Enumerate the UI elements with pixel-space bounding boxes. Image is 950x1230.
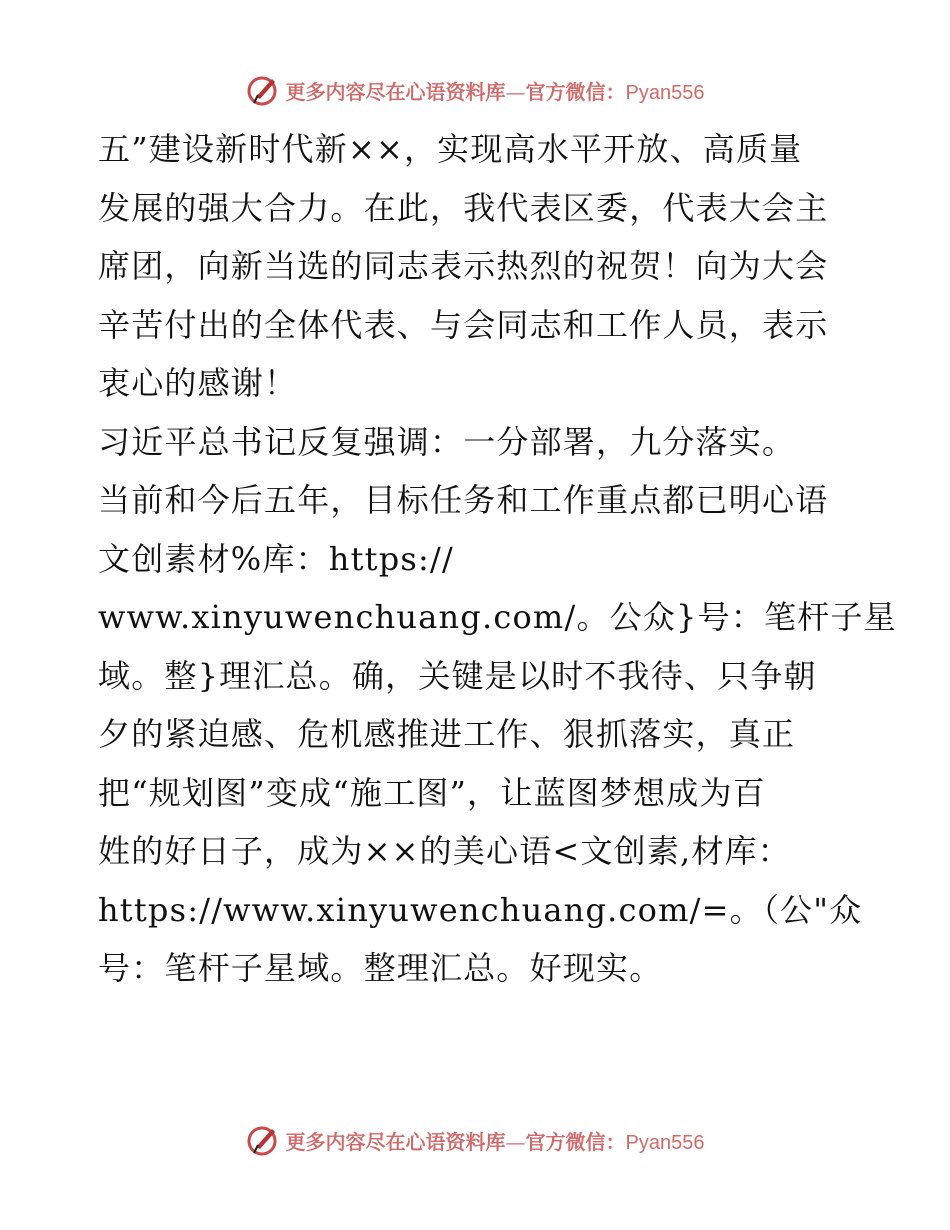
text-line: 号：笔杆子星域。整理汇总。好现实。 <box>98 949 663 987</box>
text-line: www.xinyuwenchuang.com/。公众}号：笔杆子星 <box>98 598 897 636</box>
text-line: 域。整}理汇总。确，关键是以时不我待、只争朝 <box>98 656 817 695</box>
footer-watermark <box>0 1120 950 1160</box>
text-line: 衷心的感谢！ <box>98 364 298 402</box>
text-line: 习近平总书记反复强调：一分部署，九分落实。 <box>98 422 796 461</box>
quill-logo-icon <box>246 1123 280 1157</box>
paragraph-1 <box>98 120 858 413</box>
text-line: https://www.xinyuwenchuang.com/=。（公"众 <box>98 890 863 929</box>
text-line: 夕的紧迫感、危机感推进工作、狠抓落实，真正 <box>98 715 796 753</box>
document-body <box>98 120 897 998</box>
quill-logo-icon <box>246 73 280 107</box>
text-line: 五”建设新时代新××，实现高水平开放、高质量 <box>98 130 803 168</box>
paragraph-2 <box>98 413 897 998</box>
text-line: 姓的好日子，成为××的美心语<文创素,材库： <box>98 832 792 870</box>
watermark-text: 更多内容尽在心语资料库—官方微信：Pyan556 <box>285 1129 705 1154</box>
text-line: 辛苦付出的全体代表、与会同志和工作人员，表示 <box>98 305 829 344</box>
watermark-text: 更多内容尽在心语资料库—官方微信：Pyan556 <box>285 79 705 104</box>
text-line: 席团，向新当选的同志表示热烈的祝贺！向为大会 <box>98 247 829 285</box>
text-line: 当前和今后五年，目标任务和工作重点都已明心语 <box>98 481 829 519</box>
text-line: 文创素材%库：https:// <box>98 539 454 578</box>
header-watermark <box>0 70 950 110</box>
text-line: 发展的强大合力。在此，我代表区委，代表大会主 <box>98 188 829 227</box>
text-line: 把“规划图”变成“施工图”，让蓝图梦想成为百 <box>98 773 766 812</box>
